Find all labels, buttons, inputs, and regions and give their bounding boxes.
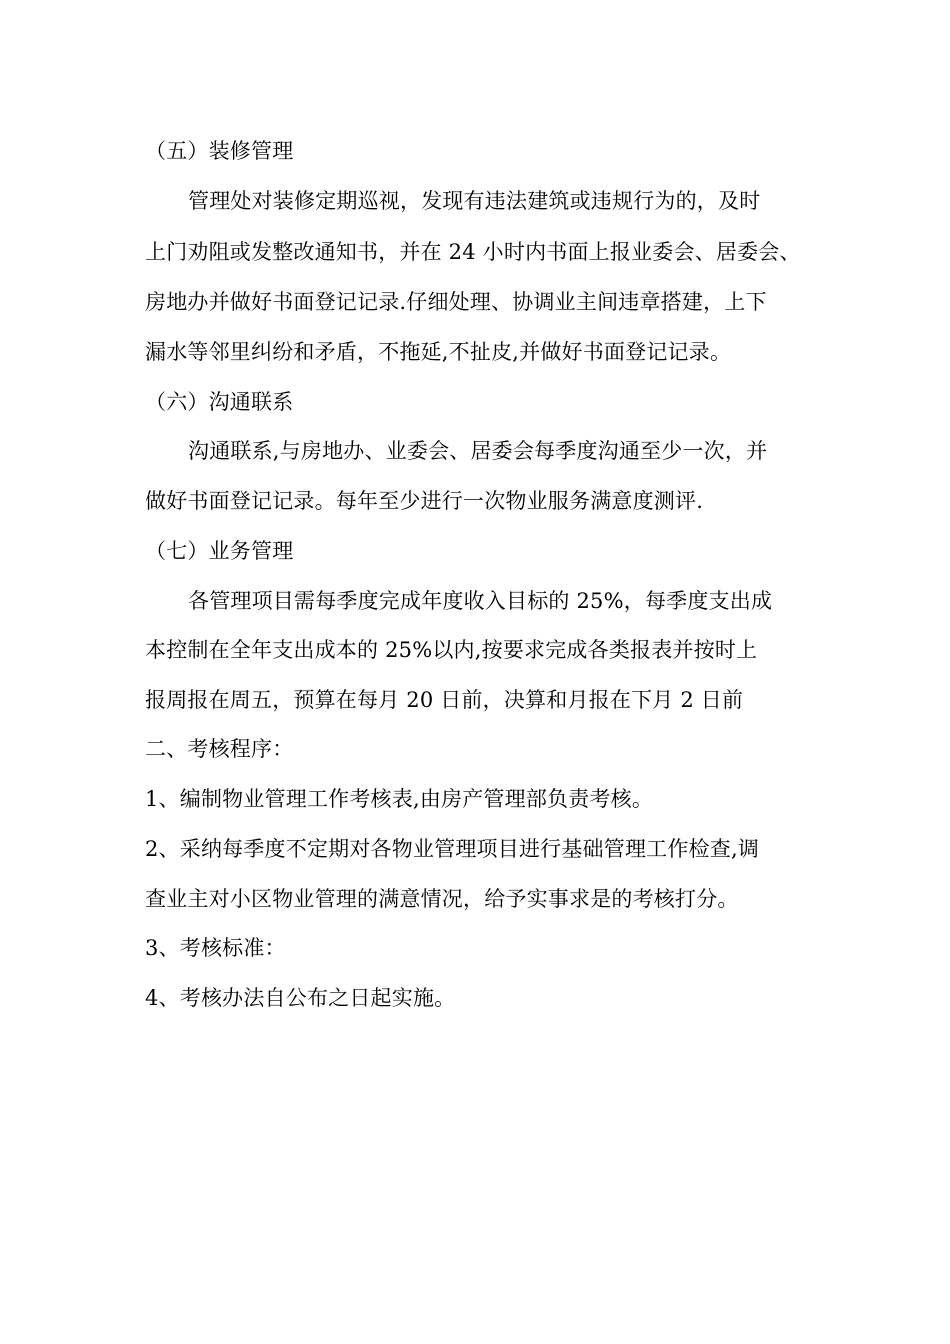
section-6-heading: （六）沟通联系	[145, 390, 294, 414]
section-5-heading: （五）装修管理	[145, 139, 294, 163]
section-5-paragraph-line: 上门劝阻或发整改通知书，并在 24 小时内书面上报业委会、居委会、	[145, 240, 801, 264]
part-2-heading: 二、考核程序：	[145, 737, 294, 761]
list-item-3: 3、考核标准：	[145, 936, 286, 960]
section-6-paragraph-line: 做好书面登记记录。每年至少进行一次物业服务满意度测评.	[145, 489, 704, 513]
section-5-paragraph-line: 房地办并做好书面登记记录.仔细处理、协调业主间违章搭建，上下	[145, 290, 767, 314]
section-7-paragraph-line: 报周报在周五，预算在每月 20 日前，决算和月报在下月 2 日前	[145, 688, 744, 712]
list-item-2-line: 2、采纳每季度不定期对各物业管理项目进行基础管理工作检查,调	[145, 837, 760, 861]
list-item-2-line: 查业主对小区物业管理的满意情况，给予实事求是的考核打分。	[145, 887, 739, 911]
section-6-paragraph-line: 沟通联系,与房地办、业委会、居委会每季度沟通至少一次，并	[188, 439, 768, 463]
section-5-paragraph-line: 漏水等邻里纠纷和矛盾，不拖延,不扯皮,并做好书面登记记录。	[145, 340, 732, 364]
section-7-heading: （七）业务管理	[145, 539, 294, 563]
list-item-1: 1、编制物业管理工作考核表,由房产管理部负责考核。	[145, 787, 654, 811]
section-7-paragraph-line: 本控制在全年支出成本的 25%以内,按要求完成各类报表并按时上	[145, 638, 758, 662]
list-item-4: 4、考核办法自公布之日起实施。	[145, 986, 456, 1010]
section-7-paragraph-line: 各管理项目需每季度完成年度收入目标的 25%，每季度支出成	[188, 589, 773, 613]
section-5-paragraph-line: 管理处对装修定期巡视，发现有违法建筑或违规行为的，及时	[188, 189, 761, 213]
